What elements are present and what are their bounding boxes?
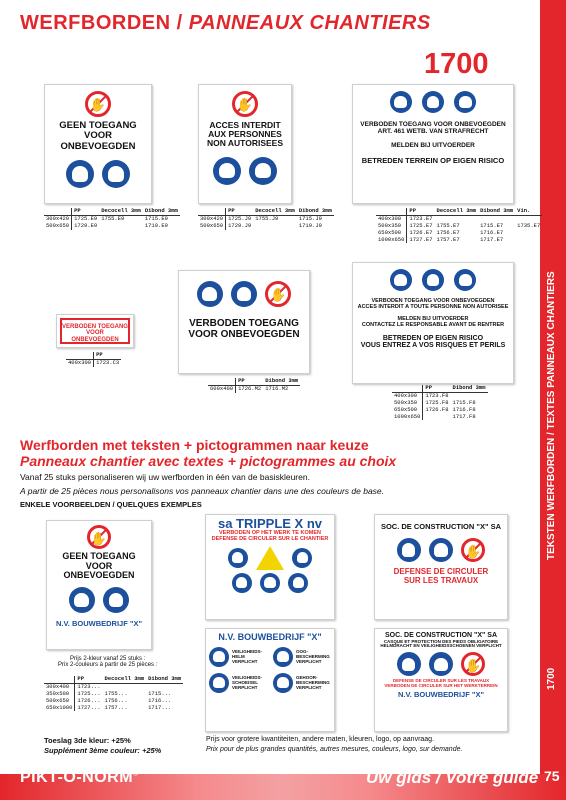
- sign-line: VOOR ONBEVOEGDEN: [188, 328, 300, 340]
- helmet-icon: [397, 538, 421, 562]
- sign-line: VOUS ENTREZ A VOS RISQUES ET PERILS: [360, 342, 506, 350]
- table-cell: 1715...: [148, 689, 172, 697]
- table-cell: 1727...: [77, 703, 101, 711]
- example-sign-soc-construction-2: [374, 628, 508, 732]
- sign-line: MELDEN BIJ UITVOERDER: [391, 142, 475, 150]
- section-heading-nl: Werfborden met teksten + pictogrammen naar keuze: [20, 437, 369, 453]
- example-sign-tripple-x: [205, 514, 335, 620]
- surcharge-nl: Toeslag 3de kleur: +25%: [44, 736, 131, 745]
- table-cell: PP: [75, 676, 103, 683]
- table-cell: 1716.F8: [452, 405, 476, 413]
- sign-line: VERBODEN TOEGANG VOOR ONBEVOEGDEN: [360, 121, 506, 128]
- page-title: [20, 12, 431, 35]
- pictogram-label: VEILIGHEIDS-HELM VERPLICHT: [232, 649, 263, 665]
- examples-label: ENKELE VOORBEELDEN / QUELQUES EXEMPLES: [20, 500, 202, 509]
- table-cell: Dibond 3mm: [480, 207, 514, 214]
- table-cell: 1725.F8: [425, 398, 449, 406]
- example-sign-geen-toegang: [46, 520, 152, 650]
- table-cell: Dibond 3mm: [452, 384, 486, 391]
- company-name: SOC. DE CONSTRUCTION "X" SA: [384, 632, 498, 639]
- table-cell: 1755.J9: [255, 214, 279, 222]
- table-cell: 1715.E7: [480, 221, 504, 229]
- table-cell: PP: [226, 208, 254, 215]
- boots-icon: [422, 269, 444, 291]
- helmet-icon: [390, 91, 412, 113]
- table-cell: 1723...: [77, 682, 101, 690]
- table-cell: 1725.E9: [74, 214, 98, 222]
- table-cell: 300x400: [44, 683, 75, 690]
- table-cell: PP: [407, 208, 435, 215]
- table-sign-4: [66, 352, 121, 367]
- boots-icon: [429, 652, 453, 676]
- table-cell: 500x650: [198, 223, 226, 230]
- table-cell: 1755...: [104, 689, 128, 697]
- section-para-fr: A partir de 25 pièces nous personalisons vos panneaux chantier dans une des couleurs de base.: [20, 486, 385, 496]
- sidebar-code: 1700: [546, 667, 557, 690]
- table-cell: Dibond 3mm: [148, 675, 182, 682]
- table-cell: 400x300: [392, 392, 423, 399]
- sign-line: CASQUE ET PROTECTION DES PIEDS OBLIGATOIRE: [383, 638, 499, 644]
- pictogram-label: GEHOOR-BESCHERMING VERPLICHT: [296, 675, 330, 691]
- pictogram-label: VEILIGHEIDS-SCHOEISEL VERPLICHT: [232, 675, 263, 691]
- company-name: SOC. DE CONSTRUCTION "X" SA: [380, 522, 502, 531]
- table-cell: 600x400: [208, 385, 236, 392]
- table-cell: [423, 414, 451, 421]
- table-cell: Dibond 3mm: [144, 207, 178, 214]
- table-cell: 500x650: [44, 223, 72, 230]
- company-name: N.V. BOUWBEDRIJF "X": [218, 632, 322, 642]
- table-cell: 1726...: [77, 696, 101, 704]
- table-cell: 1756.E7: [436, 228, 460, 236]
- section-para-nl: Vanaf 25 stuks personaliseren wij uw werfborden in één van de basiskleuren.: [20, 472, 310, 482]
- title-separator: /: [176, 12, 183, 34]
- quantity-note-fr: Prix pour de plus grandes quantités, autres mesures, couleurs, logo, sur demande.: [206, 746, 463, 753]
- sign-line: BETREDEN OP EIGEN RISICO: [382, 334, 484, 342]
- boots-icon: [231, 281, 257, 307]
- brand-mark: ®: [133, 770, 139, 778]
- sign-line: GEEN TOEGANG: [59, 120, 137, 131]
- sign-line: ONBEVOEGDEN: [60, 140, 136, 152]
- title-fr: PANNEAUX CHANTIERS: [188, 12, 431, 34]
- table-cell: 500x350: [392, 400, 423, 407]
- boots-icon: [249, 157, 277, 185]
- sign-line: VOOR: [84, 130, 112, 142]
- table-cell: PP: [94, 352, 122, 359]
- table-cell: 1716...: [148, 696, 172, 704]
- table-cell: [253, 223, 297, 230]
- sign-line: CONTACTEZ LE RESPONSABLE AVANT DE RENTRER: [361, 321, 505, 328]
- table-cell: 1000x650: [376, 237, 407, 244]
- sign-line: AUX PERSONNES: [208, 129, 282, 140]
- sign-line: BETREDEN TERREIN OP EIGEN RISICO: [361, 156, 505, 166]
- price-note-fr: Prix 2-couleurs à partir de 25 pièces :: [58, 662, 158, 668]
- ear-protection-icon: [288, 573, 308, 593]
- warning-icon: [256, 546, 284, 570]
- table-cell: 500x350: [376, 223, 407, 230]
- sign-line: DEFENSE DE CIRCULER SUR LES TRAVAUX: [392, 678, 490, 684]
- sign-geen-toegang: [44, 84, 152, 204]
- table-cell: [515, 237, 542, 244]
- helmet-icon: [197, 281, 223, 307]
- table-cell: 300x420: [44, 215, 72, 222]
- sidebar-text: TEKSTEN WERFBORDEN / TEXTES PANNEAUX CHANTIERS: [546, 271, 557, 560]
- boots-icon: [102, 160, 130, 188]
- table-cell: PP: [236, 378, 264, 385]
- sign-line: ART. 461 WETB. VAN STRAFRECHT: [377, 128, 489, 136]
- table-cell: 400x300: [376, 215, 407, 222]
- goggles-icon: [292, 548, 312, 568]
- page-number: 75: [544, 768, 560, 784]
- sign-acces-interdit: [198, 84, 292, 204]
- table-cell: 1757...: [104, 703, 128, 711]
- company-name: N.V. BOUWBEDRIJF "X": [397, 689, 484, 699]
- prohibition-icon: [85, 91, 111, 117]
- table-cell: Vin.: [515, 208, 542, 215]
- title-nl: WERFBORDEN: [20, 12, 171, 34]
- table-cell: 1715.J9: [298, 214, 322, 222]
- table-cell: 1725...: [77, 689, 101, 697]
- example-sign-soc-construction: [374, 514, 508, 620]
- table-cell: 1755.E7: [436, 221, 460, 229]
- prohibition-icon: [461, 538, 485, 562]
- prohibition-icon: [87, 525, 111, 549]
- table-cell: [515, 230, 542, 237]
- table-example: [44, 676, 183, 711]
- table-cell: 300x420: [198, 215, 226, 222]
- table-sign-1: [44, 208, 180, 230]
- table-cell: 1756...: [104, 696, 128, 704]
- brand-logo: [20, 769, 139, 787]
- sign-verboden-toegang-art461: [352, 84, 514, 204]
- table-cell: Decocell 3mm: [436, 207, 477, 214]
- table-cell: 1715.F8: [452, 398, 476, 406]
- prohibition-icon: [461, 652, 485, 676]
- table-cell: 1725.E7: [409, 221, 433, 229]
- sign-line: ACCES INTERDIT: [209, 120, 281, 130]
- prohibition-icon: [232, 91, 258, 117]
- sign-line: DEFENSE DE CIRCULER SUR LE CHANTIER: [211, 535, 329, 542]
- helmet-icon: [397, 652, 421, 676]
- sign-line: VERBODEN TOEGANG VOOR ONBEVOEGDEN: [371, 298, 495, 304]
- goggles-icon: [273, 647, 293, 667]
- table-cell: 1725.J9: [228, 214, 252, 222]
- table-cell: 1727.E7: [409, 235, 433, 243]
- helmet-icon: [213, 157, 241, 185]
- surcharge-fr: Supplément 3ème couleur: +25%: [44, 746, 162, 755]
- boots-icon: [429, 538, 453, 562]
- table-cell: 1729.J9: [228, 221, 252, 229]
- sign-line: SUR LES TRAVAUX: [403, 575, 479, 585]
- table-cell: 1716.E7: [480, 228, 504, 236]
- boots-icon: [422, 91, 444, 113]
- sign-line: ACCES INTERDIT A TOUTE PERSONNE NON AUTORISEE: [357, 303, 509, 310]
- table-cell: 1717.F8: [452, 412, 476, 420]
- table-cell: Decocell 3mm: [101, 207, 141, 214]
- sign-small-verboden: [56, 314, 134, 348]
- table-cell: 1715.E9: [144, 214, 168, 222]
- product-code: 1700: [424, 48, 489, 80]
- table-cell: Dibond 3mm: [298, 207, 332, 214]
- table-cell: 1723.E7: [409, 214, 433, 222]
- boots-icon: [232, 573, 252, 593]
- goggles-icon: [454, 269, 476, 291]
- table-cell: 1726.E7: [409, 228, 433, 236]
- sign-line: NON AUTORISEES: [206, 138, 284, 149]
- brand-name: PIKT-O-NORM: [20, 769, 134, 786]
- table-cell: 350x500: [44, 691, 75, 698]
- table-cell: Decocell 3mm: [255, 207, 295, 214]
- gloves-icon: [260, 573, 280, 593]
- ear-protection-icon: [273, 673, 293, 693]
- table-sign-5: [208, 378, 300, 393]
- table-cell: 1717...: [148, 703, 172, 711]
- table-cell: Dibond 3mm: [265, 377, 299, 384]
- sign-line: VERBODEN OP HET WERK TE KOMEN: [219, 530, 321, 537]
- table-cell: 400x300: [66, 359, 94, 366]
- sign-line: HELMDRACHT EN VEILIGHEIDSSCHOENEN VERPLICHT: [380, 643, 502, 649]
- table-cell: 650x1000: [44, 705, 75, 712]
- table-sign-3: [376, 208, 542, 243]
- table-cell: 1757.E7: [436, 235, 460, 243]
- sign-verboden-toegang-bilingual: [352, 262, 514, 384]
- table-cell: 1726.F8: [425, 405, 449, 413]
- pictogram-label: OOG-BESCHERMING VERPLICHT: [296, 649, 330, 665]
- table-cell: Decocell 3mm: [104, 675, 145, 682]
- section-heading-fr: Panneaux chantier avec textes + pictogrammes au choix: [20, 453, 397, 469]
- table-cell: 1755.E9: [101, 214, 125, 222]
- table-sign-6: [392, 385, 488, 420]
- table-cell: 1717.E7: [480, 235, 504, 243]
- sign-line: VERBODEN TOEGANG: [62, 324, 128, 330]
- table-cell: [99, 223, 143, 230]
- prohibition-icon: [265, 281, 291, 307]
- sign-line: VOOR: [85, 560, 113, 571]
- table-cell: 1723.C3: [96, 358, 120, 366]
- table-cell: 1729.E9: [74, 221, 98, 229]
- helmet-icon: [66, 160, 94, 188]
- example-sign-bouwbedrijf: [205, 628, 335, 732]
- table-cell: 1726.M2: [238, 384, 262, 392]
- sign-verboden-toegang-large: [178, 270, 310, 374]
- guide-label: Uw gids / Votre guide: [366, 768, 539, 787]
- table-sign-2: [198, 208, 334, 230]
- table-cell: PP: [423, 385, 451, 392]
- company-name: N.V. BOUWBEDRIJF "X": [55, 619, 142, 629]
- table-cell: 1719.J9: [298, 221, 322, 229]
- table-cell: PP: [72, 208, 100, 215]
- sign-line: MELDEN BIJ UITVOERDER: [397, 315, 469, 322]
- helmet-icon: [209, 647, 229, 667]
- helmet-icon: [228, 548, 248, 568]
- sign-line: VERBODEN TOEGANG: [189, 318, 299, 329]
- boots-icon: [209, 673, 229, 693]
- sidebar-band: [540, 0, 566, 800]
- helmet-icon: [69, 587, 95, 613]
- helmet-icon: [390, 269, 412, 291]
- sign-line: DEFENSE DE CIRCULER: [393, 567, 489, 577]
- boots-icon: [103, 587, 129, 613]
- table-cell: 1000x650: [392, 414, 423, 421]
- table-cell: 1716.M2: [265, 384, 289, 392]
- sign-line: VERBODEN DE CIRCULER SUR HET WERKTERREIN: [384, 683, 498, 689]
- table-cell: 1719.E9: [144, 221, 168, 229]
- sign-line: ONBEVOEGDEN: [63, 570, 135, 581]
- table-cell: 500x650: [44, 698, 75, 705]
- price-note-nl: Prijs 2-kleur vanaf 25 stuks :: [70, 656, 146, 662]
- sign-line: VOOR ONBEVOEGDEN: [71, 330, 119, 343]
- sign-line: GEEN TOEGANG: [62, 551, 136, 561]
- table-cell: 1723.F8: [425, 391, 449, 399]
- table-cell: 1735.E7: [517, 221, 541, 229]
- quantity-note-nl: Prijs voor grotere kwantiteiten, andere maten, kleuren, logo, op aanvraag.: [206, 736, 435, 743]
- goggles-icon: [454, 91, 476, 113]
- table-cell: 650x500: [376, 230, 407, 237]
- price-note: [58, 656, 157, 668]
- company-name: sa TRIPPLE X nv: [217, 516, 323, 531]
- table-cell: 650x500: [392, 407, 423, 414]
